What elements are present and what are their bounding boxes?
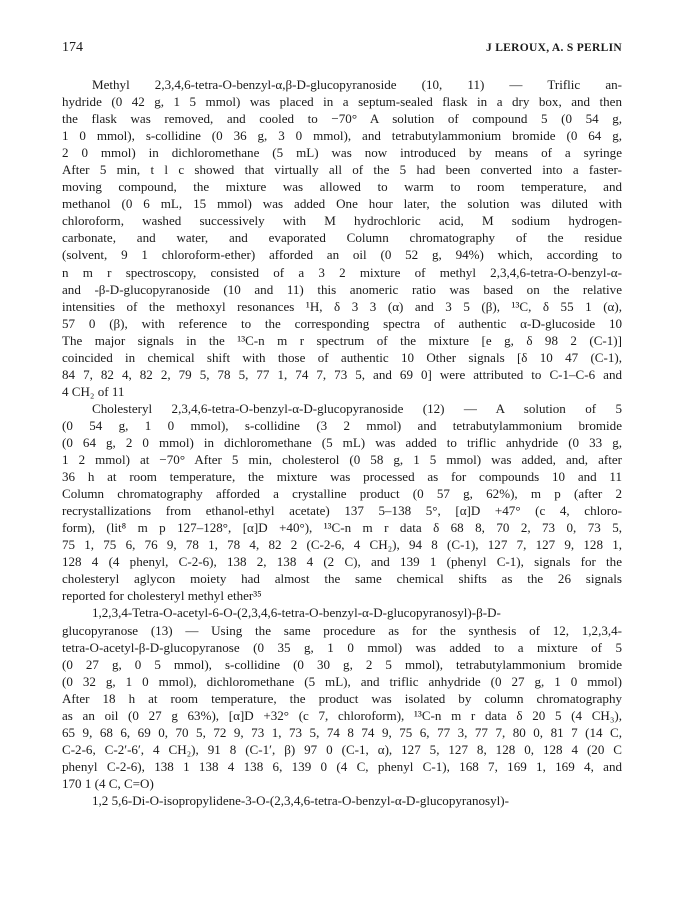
body-text bbox=[62, 76, 622, 809]
text-line: (0 54 g, 1 0 mmol), s-collidine (3 2 mmol) and tetrabutylammonium bromide bbox=[62, 417, 622, 433]
text-line: and -β-D-glucopyranoside (10 and 11) this anomeric ratio was based on the relative bbox=[62, 281, 622, 297]
text-line: (0 32 g, 1 0 mmol), dichloromethane (5 mL), and triflic anhydride (0 27 g, 1 0 mmol) bbox=[62, 673, 622, 689]
text-line: After 18 h at room temperature, the product was isolated by column chromatography bbox=[62, 690, 622, 706]
text-line: 170 1 (4 C, C=O) bbox=[62, 775, 154, 791]
paragraph bbox=[62, 400, 622, 605]
text-line: as an oil (0 27 g 63%), [α]D +32° (c 7, chloroform), ¹³C-n m r data δ 20 5 (4 CH₃), bbox=[62, 707, 622, 723]
text-line: 65 9, 68 6, 69 0, 70 5, 72 9, 73 1, 73 5, 74 8 74 9, 75 6, 77 3, 77 7, 80 0, 81 7 (14 C, bbox=[62, 724, 622, 740]
text-line: (0 27 g, 0 5 mmol), s-collidine (0 30 g, 2 5 mmol), tetrabutylammonium bromide bbox=[62, 656, 622, 672]
text-line: (0 64 g, 2 0 mmol) in dichloromethane (5 mL) was added to triflic anhydride (0 33 g, bbox=[62, 434, 622, 450]
text-line: reported for cholesteryl methyl ether³⁵ bbox=[62, 588, 262, 604]
text-line: n m r spectroscopy, consisted of a 3 2 mixture of methyl 2,3,4,6-tetra-O-benzyl-α- bbox=[62, 264, 622, 280]
paragraph bbox=[62, 76, 622, 400]
text-line: tetra-O-acetyl-β-D-glucopyranose (0 35 g, 1 0 mmol) was added to a mixture of 5 bbox=[62, 639, 622, 655]
text-line: After 5 min, t l c showed that virtually all of the 5 had been converted into a faster- bbox=[62, 162, 622, 178]
text-line: 75 1, 75 6, 76 9, 78 1, 78 4, 82 2 (C-2-6, 4 CH₂), 94 8 (C-1), 127 7, 127 9, 128 1, bbox=[62, 537, 622, 553]
text-line: C-2-6, C-2′-6′, 4 CH₂), 91 8 (C-1′, β) 97 0 (C-1, α), 127 5, 127 8, 128 0, 128 4 (20 C bbox=[62, 741, 622, 757]
text-line: (solvent, 9 1 chloroform-ether) afforded an oil (0 52 g, 94%) which, according to bbox=[62, 247, 622, 263]
text-line: cholesteryl aglycon moiety had almost the same chemical shifts as the 26 signals bbox=[62, 571, 622, 587]
text-line: 128 4 (4 phenyl, C-2-6), 138 2, 138 4 (2 C), and 139 1 (phenyl C-1), signals for the bbox=[62, 554, 622, 570]
text-line: 84 7, 82 4, 82 2, 79 5, 78 5, 77 1, 74 7, 73 5, and 69 0] were attributed to C-1–C-6 and bbox=[62, 366, 622, 382]
text-line: phenyl C-2-6), 138 1 138 4 138 6, 139 0 (4 C, phenyl C-1), 168 7, 169 1, 169 4, and bbox=[62, 758, 622, 774]
text-line: 1,2,3,4-Tetra-O-acetyl-6-O-(2,3,4,6-tetra-O-benzyl-α-D-glucopyranosyl)-β-D- bbox=[92, 605, 501, 621]
page-header bbox=[62, 40, 622, 62]
text-line: form), (lit⁸ m p 127–128°, [α]D +40°), ¹³C-n m r data δ 68 8, 70 2, 73 0, 73 5, bbox=[62, 520, 622, 536]
text-line: 1 0 mmol), s-collidine (0 36 g, 3 0 mmol), and tetrabutylammonium bromide (0 64 g, bbox=[62, 128, 622, 144]
text-line: the flask was removed, and cooled to −70° A solution of compound 5 (0 54 g, bbox=[62, 111, 622, 127]
text-line: Cholesteryl 2,3,4,6-tetra-O-benzyl-α-D-glucopyranoside (12) — A solution of 5 bbox=[92, 400, 622, 416]
text-line: methanol (0 6 mL, 15 mmol) was added One hour later, the solution was diluted with bbox=[62, 196, 622, 212]
text-line: carbonate, and water, and evaporated Column chromatography of the residue bbox=[62, 230, 622, 246]
text-line: 1,2 5,6-Di-O-isopropylidene-3-O-(2,3,4,6-tetra-O-benzyl-α-D-glucopyranosyl)- bbox=[92, 792, 509, 808]
paragraph bbox=[62, 604, 622, 792]
text-line: chloroform, washed successively with M hydrochloric acid, M sodium hydrogen- bbox=[62, 213, 622, 229]
text-line: 57 0 (β), with reference to the corresponding spectra of authentic α-D-glucoside 10 bbox=[62, 315, 622, 331]
text-line: 1 2 mmol) at −70° After 5 min, cholesterol (0 58 g, 1 5 mmol) was added, and, after bbox=[62, 452, 622, 468]
text-line: moving compound, the mixture was allowed to warm to room temperature, and bbox=[62, 179, 622, 195]
paragraph bbox=[62, 792, 622, 809]
text-line: 2 0 mmol) in dichloromethane (5 mL) was now introduced by means of a syringe bbox=[62, 145, 622, 161]
text-line: 36 h at room temperature, the mixture was processed as for compounds 10 and 11 bbox=[62, 469, 622, 485]
text-line: The major signals in the ¹³C-n m r spectrum of the mixture [e g, δ 98 2 (C-1)] bbox=[62, 332, 622, 348]
text-line: intensities of the methoxyl resonances ¹H, δ 3 3 (α) and 3 5 (β), ¹³C, δ 55 1 (α), bbox=[62, 298, 622, 314]
text-line: Methyl 2,3,4,6-tetra-O-benzyl-α,β-D-glucopyranoside (10, 11) — Triflic an- bbox=[92, 77, 622, 92]
text-line: recrystallizations from ethanol-ethyl acetate) 137 5–138 5°, [α]D +47° (c 4, chloro- bbox=[62, 503, 622, 519]
running-head: J LEROUX, A. S PERLIN bbox=[485, 42, 622, 54]
text-line: glucopyranose (13) — Using the same procedure as for the synthesis of 12, 1,2,3,4- bbox=[62, 622, 622, 638]
text-line: hydride (0 42 g, 1 5 mmol) was placed in a septum-sealed flask in a dry box, and then bbox=[62, 94, 622, 110]
text-line: Column chromatography afforded a crystalline product (0 57 g, 62%), m p (after 2 bbox=[62, 486, 622, 502]
page-number: 174 bbox=[62, 40, 83, 55]
text-line: coincided in chemical shift with those of authentic 10 Other signals [δ 10 47 (C-1), bbox=[62, 349, 622, 365]
text-line: 4 CH₂ of 11 bbox=[62, 383, 125, 399]
